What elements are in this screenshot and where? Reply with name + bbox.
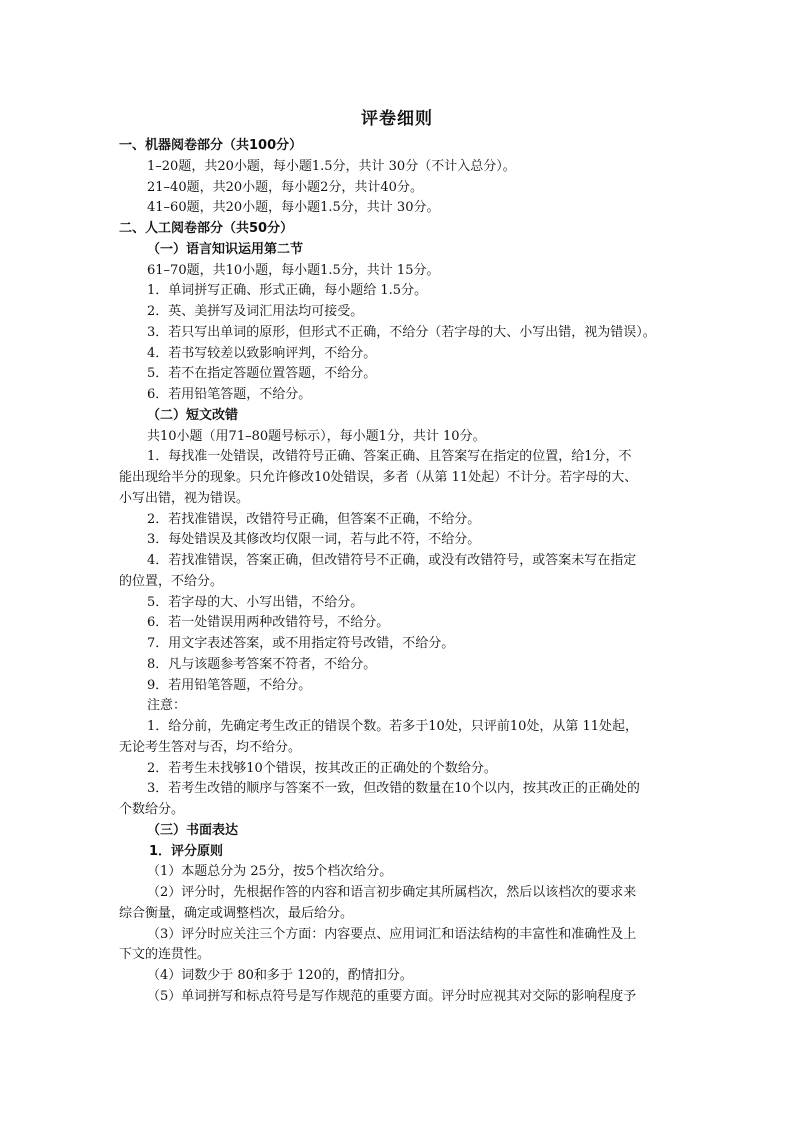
text-line: 个数给分。: [119, 802, 185, 817]
text-line: 注意：: [147, 698, 187, 714]
text-line: （一）语言知识运用第二节: [147, 241, 304, 257]
text-line: 41–60题，共20小题，每小题1.5分，共计 30分。: [147, 200, 440, 216]
document-body: [119, 136, 684, 1008]
text-line: 8．凡与该题参考答案不符者，不给分。: [147, 656, 377, 672]
text-line: 3．若只写出单词的原形，但形式不正确，不给分（若字母的大、小写出错，视为错误）。: [147, 324, 656, 340]
text-line: 能出现给半分的现象。只允许修改10处错误，多者（从第 11处起）不计分。若字母的大、: [119, 470, 638, 485]
text-line: 小写出错，视为错误。: [119, 490, 250, 506]
text-line: 无论考生答对与否，均不给分。: [119, 739, 302, 755]
text-line: 2．若找准错误，改错符号正确，但答案不正确，不给分。: [147, 511, 481, 527]
text-line: 7．用文字表述答案，或不用指定符号改错，不给分。: [147, 636, 455, 651]
text-line: （二）短文改错: [147, 407, 239, 423]
section-heading: 一、机器阅卷部分（共100分）: [119, 138, 303, 153]
text-line: 9．若用铅笔答题，不给分。: [147, 677, 312, 693]
section-heading: 二、人工阅卷部分（共50分）: [119, 221, 294, 236]
text-line: （4）词数少于 80和多于 120的，酌情扣分。: [147, 968, 413, 983]
text-line: （5）单词拼写和标点符号是写作规范的重要方面。评分时应视其对交际的影响程度予: [147, 988, 637, 1004]
text-line: 3．若考生改错的顺序与答案不一致，但改错的数量在10个以内，按其改正的正确处的: [147, 781, 640, 797]
text-line: 1．给分前，先确定考生改正的错误个数。若多于10处，只评前10处，从第 11处起，: [147, 719, 639, 734]
text-line: （3）评分时应关注三个方面：内容要点、应用词汇和语法结构的丰富性和准确性及上: [147, 926, 637, 942]
text-line: 5．若字母的大、小写出错，不给分。: [147, 594, 364, 610]
text-line: （2）评分时，先根据作答的内容和语言初步确定其所属档次，然后以该档次的要求来: [147, 885, 637, 900]
text-line: 1．每找准一处错误，改错符号正确、答案正确、且答案写在指定的位置，给1分，不: [147, 449, 632, 465]
text-line: 4．若找准错误，答案正确，但改错符号不正确，或没有改错符号，或答案未写在指定: [147, 553, 637, 568]
text-line: 1．单词拼写正确、形式正确，每小题给 1.5分。: [147, 283, 428, 299]
text-line: （三）书面表达: [147, 822, 239, 838]
text-line: 综合衡量，确定或调整档次，最后给分。: [119, 905, 354, 921]
text-line: 3．每处错误及其修改均仅限一词，若与此不符，不给分。: [147, 532, 481, 548]
text-line: 6．若一处错误用两种改错符号，不给分。: [147, 615, 390, 631]
text-line: 1–20题，共20小题，每小题1.5分，共计 30分（不计入总分）。: [147, 158, 516, 174]
text-line: 2．若考生未找够10个错误，按其改正的正确处的个数给分。: [147, 760, 497, 776]
page-title: 评卷细则: [361, 109, 433, 129]
text-line: 21–40题，共20小题，每小题2分，共计40分。: [147, 179, 423, 195]
text-line: 61–70题，共10小题，每小题1.5分，共计 15分。: [147, 262, 440, 278]
text-line: 6．若用铅笔答题，不给分。: [147, 387, 312, 402]
text-line: 的位置，不给分。: [119, 573, 224, 589]
text-line: 5．若不在指定答题位置答题，不给分。: [147, 366, 377, 382]
text-line: （1）本题总分为 25分，按5个档次给分。: [147, 864, 393, 880]
text-line: 2．英、美拼写及词汇用法均可接受。: [147, 304, 364, 319]
text-line: 4．若书写较差以致影响评判，不给分。: [147, 345, 377, 361]
text-line: 1．评分原则: [149, 843, 224, 859]
text-line: 下文的连贯性。: [119, 947, 211, 963]
text-line: 共10小题（用71–80题号标示），每小题1分，共计 10分。: [147, 428, 486, 444]
